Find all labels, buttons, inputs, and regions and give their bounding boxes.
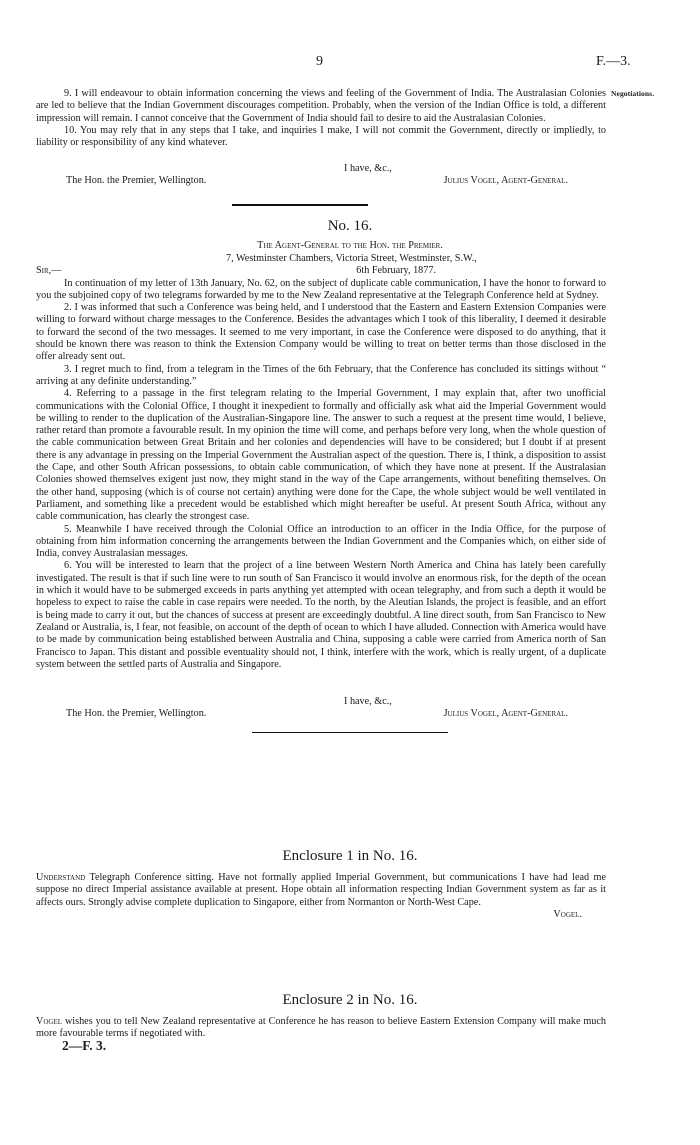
- paragraph-10: 10. You may rely that in any steps that I take, and inquiries I make, I will not commit the Government, directly or impliedly, to liability or responsibility of any kind whatever.: [36, 124, 606, 149]
- letter-16-body: [36, 253, 606, 671]
- signature: Julius Vogel, Agent-General.: [443, 175, 568, 187]
- paragraph-3: 3. I regret much to find, from a telegram in the Times of the 6th February, that the Conference has concluded its sittings without “ arriving at any definite understanding.”: [36, 363, 606, 387]
- paragraph-1: In continuation of my letter of 13th January, No. 62, on the subject of duplicate cable communication, I have the honor to forward to you the subjoined copy of two telegrams forwarded by me to the New Zealand representative at the Telegraph Conference held at Sydney.: [36, 277, 606, 301]
- paragraph-9: 9. I will endeavour to obtain information concerning the views and feeling of the Government of India. The Australasian Colonies are led to believe that the Indian Government discourages competition. Probably, when the version of the Indian Office is told, a different impression will remain. I cannot conceive that the Government of India should fail to desire to aid the Australasian Colonies.: [36, 88, 606, 124]
- margin-note: Negotiations.: [611, 89, 655, 98]
- previous-letter-signoff: [36, 163, 606, 188]
- enclosure-2-body: [36, 1016, 606, 1041]
- enclosure-1-title: Enclosure 1 in No. 16.: [282, 848, 418, 864]
- salutation: Sir,—: [36, 265, 62, 277]
- addressee: The Hon. the Premier, Wellington.: [66, 175, 207, 187]
- lead-word: Understand: [36, 872, 86, 883]
- page-number: 9: [316, 54, 323, 69]
- telegram-text: wishes you to tell New Zealand representative at Conference he has reason to believe Eastern Extension Company will make much more favourable terms if negotiated with.: [36, 1016, 607, 1040]
- closing: I have, &c.,: [344, 696, 392, 707]
- enclosure-2-title: Enclosure 2 in No. 16.: [282, 992, 418, 1008]
- sheet-mark: 2—F. 3.: [62, 1038, 107, 1053]
- letter-16-signoff: [36, 696, 606, 721]
- section-divider: [252, 732, 448, 733]
- document-code: F.—3.: [596, 54, 631, 69]
- letter-heading: The Agent-General to the Hon. the Premier.: [257, 240, 443, 251]
- closing: I have, &c.,: [344, 163, 392, 174]
- letter-date: 6th February, 1877.: [356, 265, 436, 277]
- enclosure-1-body: [36, 872, 606, 921]
- paragraph-4: 4. Referring to a passage in the first telegram relating to the Imperial Government, I may explain that, after two unofficial communications with the Colonial Office, I thought it inexpedient to formally and officially ask what aid the Imperial Government would be willing to render to the duplication of the Australian-Singapore line. The answer to such a request at the present time would, I believe, rather retard than promote a favourable result. In my opinion the time will come, and perhaps before very long, when the whole question of the cable communication between Great Britain and her colonies and dependencies will have to be considered; but I doubt if at present there is any advantage in pressing on the Imperial Government the Australian aspect of the question. There is, I think, a disposition to assist the Cape, and other South African possessions, to obtain cable communication, of which they have none at present. If the Australasian Colonies showed themselves exigent just now, they might stand in the way of the Cape arrangements, without benefiting themselves. On the other hand, supposing (which is of course not certain) anything were done for the Cape, the whole subject would be well ventilated in Parliament, and something like a precedent would be established which might hereafter be useful. At present South Africa, without any cable communication, has clearly the strongest case.: [36, 388, 606, 523]
- telegram-text: Telegraph Conference sitting. Have not formally applied Imperial Government, but communications I have had lead me suppose no direct Imperial assistance available at present. Hope obtain all information respecting Indian Government system as far as it affects ours. Strongly advise complete duplication to Singapore, either from Normanton or North-West Cape.: [36, 872, 606, 908]
- previous-letter-body: [36, 88, 606, 149]
- signature: Vogel.: [553, 908, 582, 920]
- signature: Julius Vogel, Agent-General.: [443, 708, 568, 720]
- section-divider: [232, 204, 368, 206]
- sender-address: 7, Westminster Chambers, Victoria Street, Westminster, S.W.,: [226, 253, 477, 264]
- paragraph-6: 6. You will be interested to learn that the project of a line between Western North America and China has lately been carefully investigated. The result is that if such line were to run south of San Francisco it would involve an enormous risk, for the depth of the ocean in which it would have to be submerged exceeds in parts anything yet attempted with ocean telegraphy, and from such a depth it would be hopeless to expect to raise the cable in case repairs were needed. To the north, by the Aleutian Islands, the project is feasible, and an effort is being made to carry it out, but the chances of success at present are exceedingly doubtful. A line direct south, from San Francisco to New Zealand or Australia, is, I fear, not feasible, on account of the depth of ocean to which I have alluded. Connection with America would have to be made by communication being established between Australia and China, supposing a cable were carried from America north of San Francisco to Japan. This distant and possible eventuality should not, I think, interfere with the work, which is really urgent, of a duplicate system between the settled parts of Australia and Singapore.: [36, 560, 606, 670]
- lead-word: Vogel: [36, 1016, 63, 1027]
- paragraph-2: 2. I was informed that such a Conference was being held, and I understood that the Eastern and Eastern Extension Companies were willing to forward without charge messages to the Conference. Besides the advantages which I took of this liberality, I deemed it desirable to forward the second of the two messages. It seemed to me very important, in case the Conference were disposed to do anything, that it should be known there was reason to think the Extension Company would be willing to treat on better terms than those disclosed in the offer already sent out.: [36, 302, 606, 363]
- letter-number-title: No. 16.: [327, 218, 373, 234]
- paragraph-5: 5. Meanwhile I have received through the Colonial Office an introduction to an officer in the India Office, for the purpose of obtaining from him information concerning the arrangements between the Indian Government and the Companies which, on either side of India, convey Australasian messages.: [36, 523, 606, 560]
- addressee: The Hon. the Premier, Wellington.: [66, 708, 207, 720]
